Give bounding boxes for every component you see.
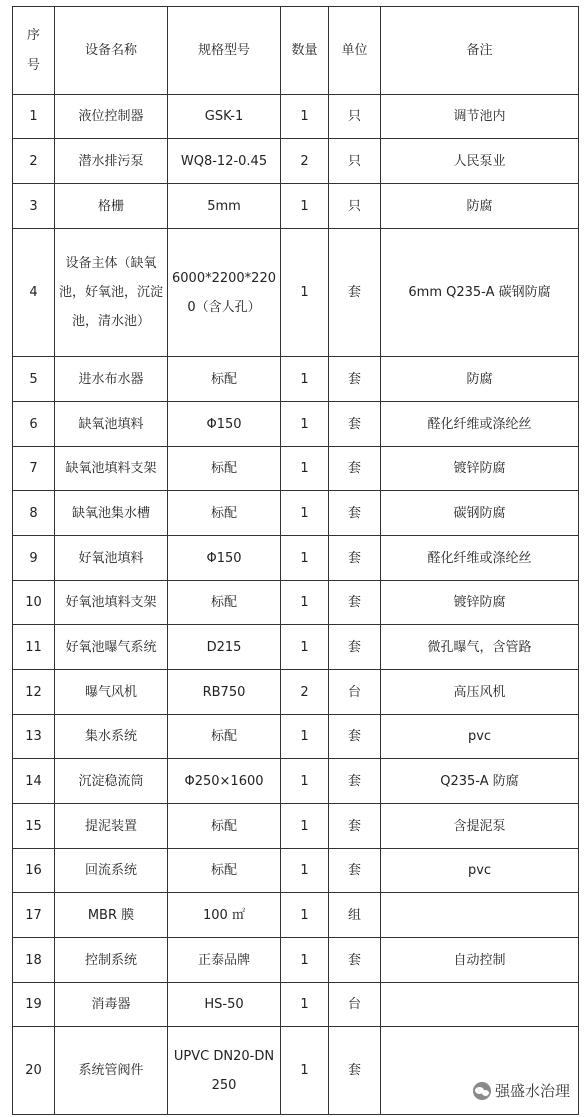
cell-no: 1 xyxy=(13,95,55,139)
cell-name: 集水系统 xyxy=(55,715,168,759)
cell-no: 16 xyxy=(13,849,55,893)
cell-qty: 1 xyxy=(281,1027,329,1115)
cell-note xyxy=(381,1027,579,1115)
cell-qty: 1 xyxy=(281,357,329,402)
cell-no: 13 xyxy=(13,715,55,759)
cell-unit: 套 xyxy=(329,1027,381,1115)
table-row xyxy=(13,759,579,804)
header-name: 设备名称 xyxy=(55,7,168,95)
cell-qty: 1 xyxy=(281,715,329,759)
cell-name: 进水布水器 xyxy=(55,357,168,402)
cell-name: 沉淀稳流筒 xyxy=(55,759,168,804)
equipment-table xyxy=(12,6,579,1115)
cell-name: 潜水排污泵 xyxy=(55,139,168,184)
cell-unit: 套 xyxy=(329,849,381,893)
cell-name: 缺氧池集水槽 xyxy=(55,491,168,536)
table-row xyxy=(13,983,579,1027)
cell-qty: 1 xyxy=(281,402,329,447)
cell-note: 防腐 xyxy=(381,357,579,402)
table-row xyxy=(13,536,579,581)
table-row xyxy=(13,184,579,229)
cell-name: 格栅 xyxy=(55,184,168,229)
cell-spec: 100 ㎡ xyxy=(168,893,281,938)
cell-unit: 只 xyxy=(329,95,381,139)
cell-qty: 1 xyxy=(281,849,329,893)
cell-unit: 台 xyxy=(329,670,381,715)
table-row xyxy=(13,581,579,625)
cell-unit: 套 xyxy=(329,581,381,625)
cell-unit: 套 xyxy=(329,938,381,983)
cell-no: 17 xyxy=(13,893,55,938)
cell-no: 5 xyxy=(13,357,55,402)
cell-qty: 1 xyxy=(281,938,329,983)
header-spec: 规格型号 xyxy=(168,7,281,95)
cell-no: 19 xyxy=(13,983,55,1027)
header-qty: 数量 xyxy=(281,7,329,95)
cell-no: 14 xyxy=(13,759,55,804)
cell-no: 2 xyxy=(13,139,55,184)
cell-note: 微孔曝气，含管路 xyxy=(381,625,579,670)
cell-qty: 1 xyxy=(281,581,329,625)
cell-spec: WQ8-12-0.45 xyxy=(168,139,281,184)
cell-note: 防腐 xyxy=(381,184,579,229)
cell-unit: 套 xyxy=(329,447,381,491)
cell-spec: 标配 xyxy=(168,491,281,536)
cell-spec: 5mm xyxy=(168,184,281,229)
table-row xyxy=(13,139,579,184)
cell-note xyxy=(381,893,579,938)
table-body xyxy=(13,95,579,1115)
cell-qty: 1 xyxy=(281,983,329,1027)
cell-no: 4 xyxy=(13,229,55,357)
table-row xyxy=(13,1027,579,1115)
cell-unit: 只 xyxy=(329,139,381,184)
cell-note: 人民泵业 xyxy=(381,139,579,184)
watermark xyxy=(473,1080,570,1101)
cell-no: 7 xyxy=(13,447,55,491)
cell-qty: 1 xyxy=(281,625,329,670)
cell-note: 醛化纤维或涤纶丝 xyxy=(381,536,579,581)
cell-unit: 只 xyxy=(329,184,381,229)
cell-unit: 套 xyxy=(329,491,381,536)
cell-spec: 标配 xyxy=(168,447,281,491)
cell-spec: UPVC DN20-DN250 xyxy=(168,1027,281,1115)
cell-note: 6mm Q235-A 碳钢防腐 xyxy=(381,229,579,357)
cell-no: 9 xyxy=(13,536,55,581)
header-no: 序号 xyxy=(13,7,55,95)
cell-no: 10 xyxy=(13,581,55,625)
cell-note: 醛化纤维或涤纶丝 xyxy=(381,402,579,447)
cell-name: 设备主体（缺氧池，好氧池，沉淀池，清水池） xyxy=(55,229,168,357)
cell-qty: 1 xyxy=(281,759,329,804)
table-row xyxy=(13,625,579,670)
cell-qty: 1 xyxy=(281,95,329,139)
cell-unit: 套 xyxy=(329,715,381,759)
cell-unit: 台 xyxy=(329,983,381,1027)
cell-spec: 标配 xyxy=(168,849,281,893)
cell-name: 缺氧池填料 xyxy=(55,402,168,447)
cell-spec: 6000*2200*2200（含人孔） xyxy=(168,229,281,357)
cell-spec: RB750 xyxy=(168,670,281,715)
cell-name: 曝气风机 xyxy=(55,670,168,715)
cell-no: 18 xyxy=(13,938,55,983)
cell-note: 镀锌防腐 xyxy=(381,581,579,625)
table-row xyxy=(13,95,579,139)
cell-spec: Φ150 xyxy=(168,402,281,447)
cell-spec: 标配 xyxy=(168,804,281,849)
table-row xyxy=(13,447,579,491)
cell-qty: 1 xyxy=(281,804,329,849)
cell-note: 高压风机 xyxy=(381,670,579,715)
cell-qty: 1 xyxy=(281,536,329,581)
cell-name: 好氧池填料 xyxy=(55,536,168,581)
cell-note: 含提泥泵 xyxy=(381,804,579,849)
cell-no: 3 xyxy=(13,184,55,229)
cell-name: 消毒器 xyxy=(55,983,168,1027)
watermark-text: 强盛水治理 xyxy=(494,1082,570,1100)
cell-no: 6 xyxy=(13,402,55,447)
cell-qty: 1 xyxy=(281,229,329,357)
cell-spec: 正泰品牌 xyxy=(168,938,281,983)
cell-name: 回流系统 xyxy=(55,849,168,893)
wechat-icon xyxy=(473,1082,491,1100)
cell-name: 好氧池填料支架 xyxy=(55,581,168,625)
table-row xyxy=(13,491,579,536)
cell-name: 缺氧池填料支架 xyxy=(55,447,168,491)
cell-name: 控制系统 xyxy=(55,938,168,983)
cell-note xyxy=(381,983,579,1027)
cell-spec: GSK-1 xyxy=(168,95,281,139)
table-row xyxy=(13,357,579,402)
table-row xyxy=(13,670,579,715)
cell-unit: 套 xyxy=(329,759,381,804)
cell-spec: 标配 xyxy=(168,581,281,625)
cell-qty: 1 xyxy=(281,491,329,536)
cell-spec: 标配 xyxy=(168,357,281,402)
cell-note: 碳钢防腐 xyxy=(381,491,579,536)
cell-spec: D215 xyxy=(168,625,281,670)
cell-note: 自动控制 xyxy=(381,938,579,983)
table-row xyxy=(13,715,579,759)
cell-unit: 套 xyxy=(329,357,381,402)
cell-no: 15 xyxy=(13,804,55,849)
table-row xyxy=(13,849,579,893)
cell-unit: 套 xyxy=(329,625,381,670)
cell-note: pvc xyxy=(381,849,579,893)
cell-spec: Φ150 xyxy=(168,536,281,581)
header-unit: 单位 xyxy=(329,7,381,95)
header-note: 备注 xyxy=(381,7,579,95)
cell-qty: 1 xyxy=(281,184,329,229)
table-row xyxy=(13,893,579,938)
cell-qty: 1 xyxy=(281,893,329,938)
cell-name: 液位控制器 xyxy=(55,95,168,139)
cell-name: 好氧池曝气系统 xyxy=(55,625,168,670)
cell-unit: 组 xyxy=(329,893,381,938)
cell-no: 12 xyxy=(13,670,55,715)
cell-qty: 1 xyxy=(281,447,329,491)
cell-spec: Φ250×1600 xyxy=(168,759,281,804)
cell-note: Q235-A 防腐 xyxy=(381,759,579,804)
cell-unit: 套 xyxy=(329,804,381,849)
cell-spec: 标配 xyxy=(168,715,281,759)
cell-unit: 套 xyxy=(329,402,381,447)
cell-unit: 套 xyxy=(329,229,381,357)
table-row xyxy=(13,938,579,983)
table-row xyxy=(13,804,579,849)
cell-qty: 2 xyxy=(281,670,329,715)
cell-qty: 2 xyxy=(281,139,329,184)
table-header-row xyxy=(13,7,579,95)
table-row xyxy=(13,402,579,447)
cell-name: 提泥装置 xyxy=(55,804,168,849)
cell-note: 镀锌防腐 xyxy=(381,447,579,491)
cell-unit: 套 xyxy=(329,536,381,581)
cell-name: MBR 膜 xyxy=(55,893,168,938)
table-row xyxy=(13,229,579,357)
cell-name: 系统管阀件 xyxy=(55,1027,168,1115)
cell-spec: HS-50 xyxy=(168,983,281,1027)
cell-note: pvc xyxy=(381,715,579,759)
cell-no: 11 xyxy=(13,625,55,670)
cell-no: 8 xyxy=(13,491,55,536)
cell-no: 20 xyxy=(13,1027,55,1115)
cell-note: 调节池内 xyxy=(381,95,579,139)
